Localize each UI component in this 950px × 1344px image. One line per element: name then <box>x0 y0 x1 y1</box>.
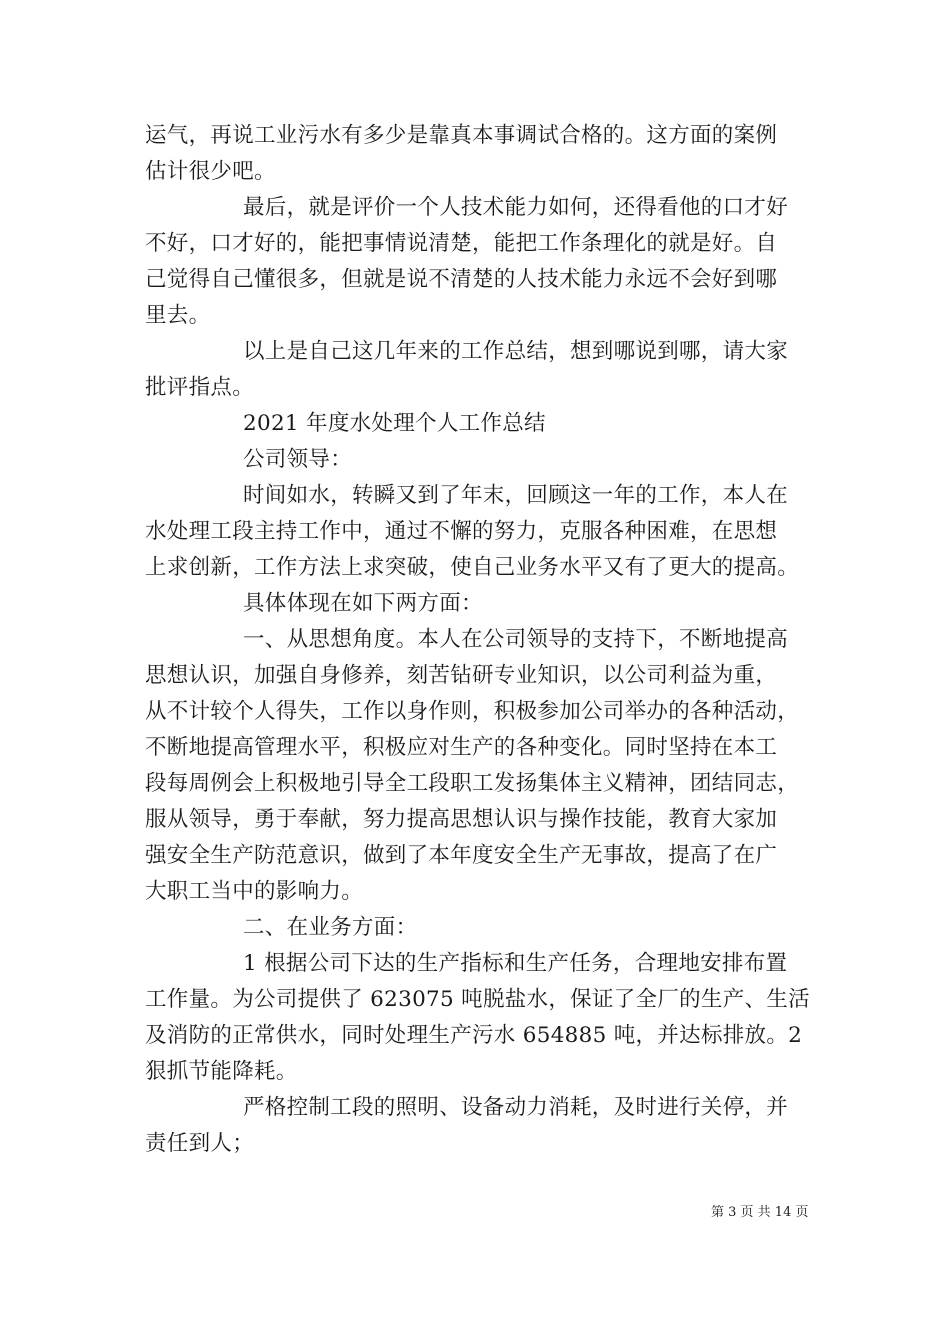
text-line: 以上是自己这几年来的工作总结，想到哪说到哪，请大家 <box>243 339 789 364</box>
page-number-footer: 第 3 页 共 14 页 <box>711 1205 809 1220</box>
text-line: 最后，就是评价一个人技术能力如何，还得看他的口才好 <box>243 195 789 220</box>
text-line: 强安全生产防范意识，做到了本年度安全生产无事故，提高了在广 <box>145 843 778 868</box>
text-line: 一、从思想角度。本人在公司领导的支持下，不断地提高 <box>243 627 789 652</box>
text-line: 责任到人； <box>145 1131 255 1156</box>
text-line: 估计很少吧。 <box>145 159 276 184</box>
document-body <box>145 118 810 1162</box>
text-line: 运气，再说工业污水有多少是靠真本事调试合格的。这方面的案例 <box>145 123 778 148</box>
text-line: 上求创新，工作方法上求突破，使自己业务水平又有了更大的提高。 <box>145 555 800 580</box>
text-line: 批评指点。 <box>145 375 255 400</box>
text-line: 水处理工段主持工作中，通过不懈的努力，克服各种困难，在思想 <box>145 519 778 544</box>
text-line: 服从领导，勇于奉献，努力提高思想认识与操作技能，教育大家加 <box>145 807 778 832</box>
text-line: 二、在业务方面： <box>243 915 418 940</box>
text-line: 段每周例会上积极地引导全工段职工发扬集体主义精神，团结同志， <box>145 771 800 796</box>
text-line: 不好，口才好的，能把事情说清楚，能把工作条理化的就是好。自 <box>145 231 778 256</box>
text-line: 工作量。为公司提供了 623075 吨脱盐水，保证了全厂的生产、生活 <box>145 987 810 1012</box>
text-line: 思想认识，加强自身修养，刻苦钻研专业知识，以公司利益为重， <box>145 663 778 688</box>
text-line: 里去。 <box>145 303 211 328</box>
text-line: 严格控制工段的照明、设备动力消耗，及时进行关停，并 <box>243 1095 789 1120</box>
text-line: 时间如水，转瞬又到了年末，回顾这一年的工作，本人在 <box>243 483 789 508</box>
text-line: 狠抓节能降耗。 <box>145 1059 298 1084</box>
text-line: 大职工当中的影响力。 <box>145 879 364 904</box>
text-line: 公司领导： <box>243 447 353 472</box>
text-line: 从不计较个人得失，工作以身作则，积极参加公司举办的各种活动， <box>145 699 800 724</box>
text-line: 2021 年度水处理个人工作总结 <box>243 411 546 436</box>
text-line: 1 根据公司下达的生产指标和生产任务，合理地安排布置 <box>243 951 788 976</box>
text-line: 己觉得自己懂很多，但就是说不清楚的人技术能力永远不会好到哪 <box>145 267 778 292</box>
text-line: 及消防的正常供水，同时处理生产污水 654885 吨，并达标排放。2 <box>145 1023 803 1048</box>
text-line: 不断地提高管理水平，积极应对生产的各种变化。同时坚持在本工 <box>145 735 778 760</box>
text-line: 具体体现在如下两方面： <box>243 591 483 616</box>
